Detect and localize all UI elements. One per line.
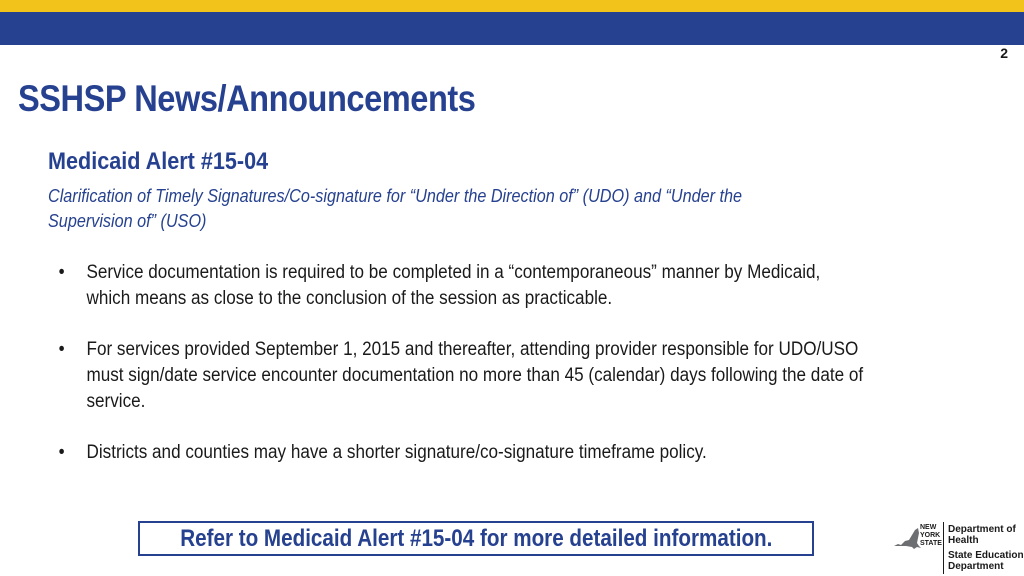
- logo-department-health: Department of Health: [948, 524, 1016, 546]
- bullet-item: [55, 260, 865, 312]
- logo-divider: [943, 522, 944, 574]
- nys-map-icon: [892, 524, 922, 550]
- bullet-item: [55, 440, 865, 466]
- bullet-marker: •: [58, 442, 65, 463]
- logo-department-education: State Education Department: [948, 550, 1024, 572]
- slide-title: SSHSP News/Announcements: [18, 78, 476, 119]
- top-gold-bar: [0, 0, 1024, 12]
- bullet-list: [55, 260, 865, 491]
- page-number: 2: [1000, 45, 1008, 61]
- alert-heading: Medicaid Alert #15-04: [48, 148, 269, 175]
- callout-text: Refer to Medicaid Alert #15-04 for more detailed information.: [179, 524, 773, 552]
- bullet-item: [55, 337, 865, 415]
- bullet-text: Service documentation is required to be completed in a “contemporaneous” manner by Medicaid, which means as close to the conclusion of the session as practicable.: [86, 262, 821, 309]
- callout-box: [138, 521, 814, 556]
- bullet-text: Districts and counties may have a shorter signature/co-signature timeframe policy.: [86, 442, 707, 463]
- bullet-text: For services provided September 1, 2015 and thereafter, attending provider responsible for UDO/USO must sign/date service encounter documentation no more than 45 (calendar) days following the date of service.: [86, 339, 864, 412]
- bullet-marker: •: [58, 339, 65, 360]
- logo-state-text: NEW YORK STATE: [920, 524, 942, 547]
- bullet-marker: •: [58, 262, 65, 283]
- alert-subtitle: Clarification of Timely Signatures/Co-signature for “Under the Direction of” (UDO) and “Under the Supervision of” (USO): [48, 186, 743, 231]
- nys-logo: [892, 520, 1024, 576]
- top-blue-bar: [0, 12, 1024, 45]
